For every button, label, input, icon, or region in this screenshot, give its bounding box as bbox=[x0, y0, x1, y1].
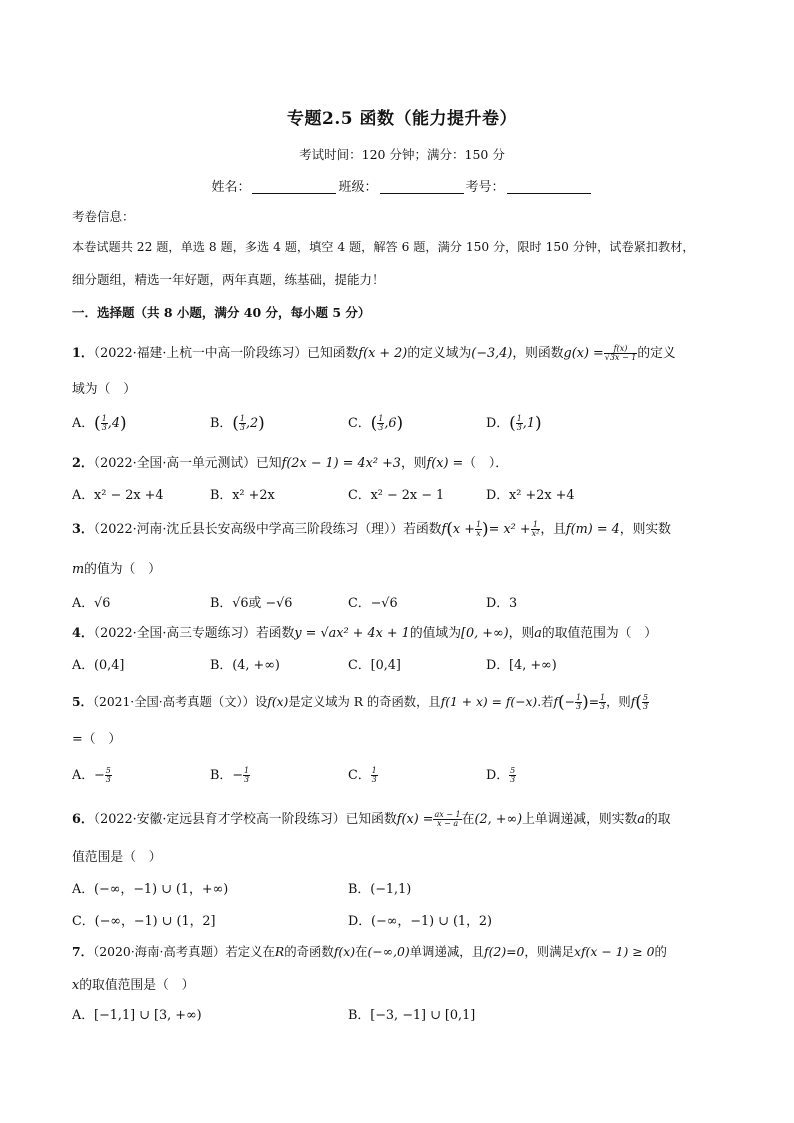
math-expr: xf(x − 1) ≥ 0 bbox=[573, 944, 655, 959]
id-blank bbox=[507, 180, 591, 194]
question-7 bbox=[72, 942, 667, 960]
option-a: A．√6 bbox=[72, 596, 111, 611]
question-text: 在 bbox=[461, 812, 475, 827]
question-number: 6． bbox=[72, 812, 94, 827]
option-d: D．(−∞，−1) ∪ (1，2) bbox=[348, 914, 493, 929]
question-text: 的值域为 bbox=[409, 626, 461, 641]
question-text: 的 bbox=[654, 944, 667, 959]
math-expr: f(1 + x) = f(−x) bbox=[440, 695, 538, 709]
question-source: （2020·海南·高考真题） bbox=[93, 944, 226, 959]
question-text: 已知 bbox=[255, 456, 282, 471]
math-expr: f(2x − 1) = 4x² +3 bbox=[281, 456, 401, 471]
question-text: 在 bbox=[355, 944, 368, 959]
page-title: 专题2.5 函数（能力提升卷） bbox=[287, 109, 517, 129]
question-number: 7． bbox=[72, 944, 94, 959]
math-expr: f(m) = 4 bbox=[565, 522, 620, 537]
student-info-line bbox=[72, 176, 732, 195]
option-a: A．x² − 2x +4 bbox=[72, 488, 164, 503]
question-text: ，则 bbox=[606, 695, 631, 709]
fraction: $\frac{1}{\text{x²}}$ bbox=[531, 520, 540, 538]
math-expr: (2, +∞) bbox=[474, 812, 523, 827]
question-text: （ ）． bbox=[463, 456, 509, 471]
question-1-line-2: 域为（ ） bbox=[72, 382, 136, 397]
fraction: $\frac{1}{x}$ bbox=[475, 520, 482, 538]
math-expr: f bbox=[441, 522, 447, 537]
option-a: A．(0,4] bbox=[72, 658, 125, 673]
class-label: 班级： bbox=[338, 180, 378, 195]
question-text: ，则函数 bbox=[512, 346, 564, 361]
question-text: 单调递减，且 bbox=[409, 944, 485, 959]
question-5: 5．（2021·全国·高考真题（文））设f(x)是定义域为 R 的奇函数，且f(1 + x) = f(−x).若f(− $\frac{1}{3}$ )= $\frac{1}{3}$ ，则f( $\frac{5}{3}$ bbox=[72, 692, 649, 713]
option-c: C．( $\frac{1}{3}$ ,6) bbox=[348, 413, 404, 434]
option-b: B．( $\frac{1}{3}$ ,2) bbox=[210, 413, 265, 434]
question-text: 的奇函数 bbox=[284, 944, 334, 959]
option-c: C．x² − 2x − 1 bbox=[348, 488, 445, 503]
question-source: （2021·全国·高考真题（文）） bbox=[92, 695, 255, 709]
question-text: 是定义域为 R 的奇函数，且 bbox=[288, 695, 441, 709]
option-b: B．[−3, −1] ∪ [0,1] bbox=[348, 1008, 476, 1023]
id-label: 考号： bbox=[465, 180, 505, 195]
question-source: （2022·安徽·定远县育才学校高一阶段练习） bbox=[93, 812, 346, 827]
section-heading: 一．选择题（共 8 小题，满分 40 分，每小题 5 分） bbox=[72, 305, 371, 320]
question-number: 4． bbox=[72, 626, 94, 641]
math-expr: R bbox=[274, 944, 285, 959]
question-text: 上单调递减，则实数 bbox=[522, 812, 638, 827]
name-label: 姓名： bbox=[211, 180, 251, 195]
math-expr: y = √ax² + 4x + 1 bbox=[294, 626, 410, 641]
question-number: 3． bbox=[72, 522, 94, 537]
math-expr: f(2)=0 bbox=[484, 944, 525, 959]
question-4 bbox=[72, 622, 657, 641]
question-text: 设 bbox=[254, 695, 268, 709]
question-1 bbox=[72, 342, 676, 362]
option-b: B．− $\frac{1}{3}$ bbox=[210, 766, 250, 784]
info-line-2: 细分题组，精选一年好题，两年真题，练基础，提能力！ bbox=[72, 272, 385, 287]
question-text: ，则 bbox=[508, 626, 535, 641]
question-source: （2022·福建·上杭一中高一阶段练习） bbox=[93, 346, 308, 361]
question-3: 3．（2022·河南·沈丘县长安高级中学高三阶段练习（理））若函数f(x + $\frac{1}{x}$ )= x² + $\frac{1}{\text{x²}}$ ，且f(m) = 4，则实数 bbox=[72, 519, 671, 540]
option-c: C．(−∞，−1) ∪ (1，2] bbox=[72, 914, 216, 929]
option-d: D．x² +2x +4 bbox=[486, 488, 575, 503]
option-b: B．√6或 −√6 bbox=[210, 596, 293, 611]
question-5-line-2: =（ ） bbox=[72, 732, 122, 747]
option-a: A．(−∞，−1) ∪ (1，+∞) bbox=[72, 882, 229, 897]
math-expr: a bbox=[637, 812, 645, 827]
question-text: 的取值范围为（ ） bbox=[541, 626, 658, 641]
option-b: B．x² +2x bbox=[210, 488, 275, 503]
question-2 bbox=[72, 452, 508, 471]
question-text: ，则满足 bbox=[524, 944, 574, 959]
math-expr: (−3,4) bbox=[471, 346, 513, 361]
option-b: B．(−1,1) bbox=[348, 882, 412, 897]
class-blank bbox=[380, 180, 464, 194]
option-d: D．3 bbox=[486, 596, 518, 611]
question-text: .若 bbox=[537, 695, 554, 709]
option-d: D．[4, +∞) bbox=[486, 658, 557, 673]
math-expr: [0, +∞) bbox=[461, 626, 509, 641]
fraction: $\frac{5}{3}$ bbox=[642, 693, 649, 711]
exam-time: 考试时间：120 分钟；满分：150 分 bbox=[299, 147, 505, 162]
question-text: ，则 bbox=[400, 456, 427, 471]
math-expr: f(x) = bbox=[396, 812, 434, 827]
question-7-line-2: x的取值范围是（ ） bbox=[72, 978, 195, 993]
fraction: $\frac{1}{3}$ bbox=[600, 693, 606, 711]
option-b: B．(4, +∞) bbox=[210, 658, 280, 673]
question-text: 已知函数 bbox=[345, 812, 397, 827]
math-expr: f bbox=[553, 695, 559, 709]
question-6-line-2: 值范围是（ ） bbox=[72, 850, 162, 865]
option-c: C． $\frac{1}{3}$ bbox=[348, 766, 377, 784]
option-a: A．− $\frac{5}{3}$ bbox=[72, 766, 111, 784]
question-source: （2022·全国·高三专题练习） bbox=[93, 626, 256, 641]
info-heading: 考卷信息： bbox=[72, 209, 135, 224]
option-c: C．−√6 bbox=[348, 596, 398, 611]
math-expr: f(x) bbox=[333, 944, 356, 959]
question-text: 若函数 bbox=[255, 626, 295, 641]
question-number: 2． bbox=[72, 456, 94, 471]
question-text: 的取 bbox=[644, 812, 671, 827]
option-d: D．( $\frac{1}{3}$ ,1) bbox=[486, 413, 542, 434]
question-6 bbox=[72, 808, 671, 828]
question-text: 若函数 bbox=[403, 522, 442, 537]
question-text: ，则实数 bbox=[619, 522, 671, 537]
math-expr: x + bbox=[452, 522, 475, 537]
math-expr: (−∞,0) bbox=[367, 944, 410, 959]
math-expr: g(x) = bbox=[563, 346, 604, 361]
option-d: D． $\frac{5}{3}$ bbox=[486, 766, 516, 784]
question-number: 5． bbox=[72, 694, 93, 709]
question-text: 若定义在 bbox=[225, 944, 275, 959]
math-expr: = x² + bbox=[488, 522, 531, 537]
question-source: （2022·全国·高一单元测试） bbox=[93, 456, 256, 471]
fraction: $\frac{ax - 1}{x - a}$ bbox=[434, 810, 461, 828]
math-expr: f(x) = bbox=[426, 456, 464, 471]
math-expr: f(x + 2) bbox=[358, 346, 408, 361]
fraction: $\frac{1}{3}$ bbox=[575, 693, 582, 711]
question-text: ，且 bbox=[540, 522, 566, 537]
math-expr: f(x) bbox=[267, 695, 289, 709]
math-expr: a bbox=[534, 626, 542, 641]
question-text: 的定义域为 bbox=[407, 346, 472, 361]
option-a: A．[−1,1] ∪ [3, +∞) bbox=[72, 1008, 202, 1023]
info-line-1: 本卷试题共 22 题，单选 8 题，多选 4 题，填空 4 题，解答 6 题，满分 150 分，限时 150 分钟，试卷紧扣教材， bbox=[72, 240, 695, 254]
option-c: C．[0,4] bbox=[348, 658, 401, 673]
question-source: （2022·河南·沈丘县长安高级中学高三阶段练习（理）） bbox=[93, 522, 404, 537]
question-3-line-2: m的值为（ ） bbox=[72, 562, 161, 577]
fraction: $\frac{f(x)}{√3x - 1}$ bbox=[604, 344, 637, 362]
question-text: 已知函数 bbox=[307, 346, 359, 361]
question-text: 的定义 bbox=[637, 346, 676, 361]
option-a: A．( $\frac{1}{3}$ ,4) bbox=[72, 413, 127, 434]
question-number: 1． bbox=[72, 346, 94, 361]
name-blank bbox=[252, 180, 336, 194]
